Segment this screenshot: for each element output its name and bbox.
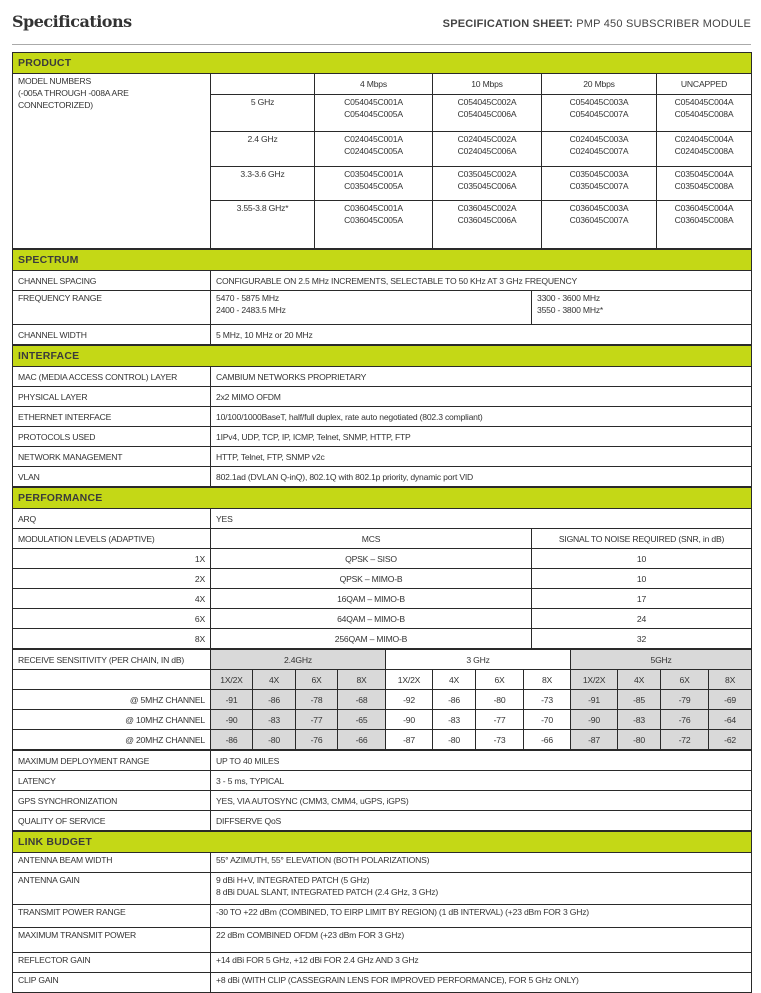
spec-label: ANTENNA GAIN (13, 873, 211, 905)
snr-value: 10 (532, 569, 752, 589)
model-number-cell (657, 95, 752, 132)
model-number-cell-line: C024045C003A (569, 134, 629, 144)
rx-level-header: 8X (338, 670, 386, 690)
model-number-cell-line: C024045C001A (344, 134, 403, 144)
mcs-header: MCS (211, 529, 532, 549)
spec-value (211, 953, 752, 973)
model-number-cell-line: C035045C002A (457, 169, 517, 179)
rx-value-cell: -73 (476, 730, 524, 750)
spec-value: 802.1ad (DVLAN Q-inQ), 802.1Q with 802.1p priority, dynamic port VID (211, 467, 752, 487)
speed-header: 10 Mbps (433, 74, 542, 95)
model-number-cell-line: C054045C004A (674, 97, 734, 107)
spec-row (13, 529, 752, 549)
rx-value-cell: -79 (661, 690, 709, 710)
model-number-cell-line: C035045C001A (344, 169, 403, 179)
rx-level-header: 1X/2X (571, 670, 618, 690)
snr-value: 24 (532, 609, 752, 629)
spec-value: CONFIGURABLE ON 2.5 MHz INCREMENTS, SELECTABLE TO 50 KHz AT 3 GHz FREQUENCY (211, 271, 752, 291)
rx-value-cell: -72 (661, 730, 709, 750)
section-header (13, 832, 752, 853)
spec-value: 5 MHz, 10 MHz or 20 MHz (211, 325, 752, 345)
spec-value-line: 9 dBi H+V, INTEGRATED PATCH (5 GHz) (216, 875, 370, 885)
section-header (13, 250, 752, 271)
rx-value-cell: -90 (211, 710, 253, 730)
page-header (0, 0, 761, 46)
modulation-level: 2X (13, 569, 211, 589)
spectrum-table (12, 249, 752, 345)
spec-row (13, 367, 752, 387)
spec-row (13, 771, 752, 791)
spec-value (211, 853, 752, 873)
mcs-value: QPSK – SISO (211, 549, 532, 569)
spec-value: 10/100/1000BaseT, half/full duplex, rate auto negotiated (802.3 compliant) (211, 407, 752, 427)
rx-value-cell: -91 (571, 690, 618, 710)
spec-label: MAXIMUM TRANSMIT POWER (13, 928, 211, 953)
spec-row (13, 447, 752, 467)
model-number-cell (433, 167, 542, 201)
spec-value-line: -30 TO +22 dBm (COMBINED, TO EIRP LIMIT BY REGION) (1 dB INTERVAL) (+23 dBm FOR 3 GHz) (216, 907, 589, 917)
model-number-cell (657, 167, 752, 201)
spec-row (13, 873, 752, 905)
spec-value: 3 - 5 ms, TYPICAL (211, 771, 752, 791)
model-number-cell-line: C024045C008A (674, 146, 734, 156)
rx-value-cell: -80 (433, 730, 476, 750)
model-number-cell-line: C035045C003A (569, 169, 629, 179)
spec-label: NETWORK MANAGEMENT (13, 447, 211, 467)
rx-level-header: 8X (524, 670, 571, 690)
modulation-row (13, 609, 752, 629)
rx-value-cell: -73 (524, 690, 571, 710)
sheet-product: PMP 450 SUBSCRIBER MODULE (576, 18, 751, 30)
spec-value-line: 5470 - 5875 MHz (216, 293, 279, 303)
spec-value: 1IPv4, UDP, TCP, IP, ICMP, Telnet, SNMP, HTTP, FTP (211, 427, 752, 447)
spec-label: CHANNEL SPACING (13, 271, 211, 291)
model-number-cell (433, 132, 542, 167)
spec-label: PROTOCOLS USED (13, 427, 211, 447)
rx-value-cell: -86 (211, 730, 253, 750)
spec-row (13, 905, 752, 928)
spec-label: ANTENNA BEAM WIDTH (13, 853, 211, 873)
spec-row (13, 751, 752, 771)
spec-value (211, 873, 752, 905)
performance-table (12, 487, 752, 649)
spec-label: CLIP GAIN (13, 973, 211, 993)
rx-value-cell: -83 (253, 710, 296, 730)
spec-value (211, 928, 752, 953)
spec-row (13, 387, 752, 407)
model-number-cell-line: C054045C008A (674, 109, 734, 119)
rx-value-row (13, 710, 752, 730)
rx-value-cell: -83 (433, 710, 476, 730)
spec-label: VLAN (13, 467, 211, 487)
spec-row (13, 427, 752, 447)
section-header (13, 346, 752, 367)
spec-row (13, 407, 752, 427)
rx-level-header: 6X (296, 670, 338, 690)
section-title-spectrum: SPECTRUM (13, 250, 752, 271)
rx-value-cell: -78 (296, 690, 338, 710)
rx-value-cell: -65 (338, 710, 386, 730)
band-label: 3.55-3.8 GHz* (211, 201, 315, 249)
spec-row (13, 953, 752, 973)
rx-band-header: 2.4GHz (211, 650, 386, 670)
rx-value-cell: -85 (618, 690, 661, 710)
rx-value-cell: -68 (338, 690, 386, 710)
spec-label: MAC (MEDIA ACCESS CONTROL) LAYER (13, 367, 211, 387)
section-title-interface: INTERFACE (13, 346, 752, 367)
speed-header: UNCAPPED (657, 74, 752, 95)
rx-level-empty (13, 670, 211, 690)
rx-value-cell: -70 (524, 710, 571, 730)
rx-value-cell: -90 (386, 710, 433, 730)
spec-value (532, 291, 752, 325)
model-number-cell (315, 167, 433, 201)
mcs-value: 64QAM – MIMO-B (211, 609, 532, 629)
modulation-level: 6X (13, 609, 211, 629)
rx-value-cell: -90 (571, 710, 618, 730)
rx-value-cell: -77 (296, 710, 338, 730)
model-number-cell-line: C036045C008A (674, 215, 734, 225)
model-number-cell (315, 95, 433, 132)
rx-value-cell: -83 (618, 710, 661, 730)
rx-channel-label: @ 5MHZ CHANNEL (13, 690, 211, 710)
rx-level-row (13, 670, 752, 690)
model-number-cell-line: C054045C003A (569, 97, 629, 107)
model-number-cell-line: C024045C006A (457, 146, 517, 156)
spec-value-line: 3550 - 3800 MHz* (537, 305, 604, 315)
snr-header: SIGNAL TO NOISE REQUIRED (SNR, in dB) (532, 529, 752, 549)
rx-level-header: 4X (433, 670, 476, 690)
spec-row (13, 325, 752, 345)
model-number-cell-line: C035045C008A (674, 181, 734, 191)
mcs-value: 256QAM – MIMO-B (211, 629, 532, 649)
rx-value-cell: -80 (618, 730, 661, 750)
model-number-cell-line: C054045C001A (344, 97, 403, 107)
rx-value-cell: -87 (386, 730, 433, 750)
model-number-cell-line: C024045C005A (344, 146, 403, 156)
mcs-value: 16QAM – MIMO-B (211, 589, 532, 609)
modulation-row (13, 589, 752, 609)
spec-row (13, 271, 752, 291)
model-numbers-label-line: MODEL NUMBERS (18, 76, 92, 86)
model-number-cell (433, 95, 542, 132)
spec-label: PHYSICAL LAYER (13, 387, 211, 407)
speed-header: 20 Mbps (542, 74, 657, 95)
rx-value-row (13, 730, 752, 750)
model-number-cell-line: C036045C003A (569, 203, 629, 213)
spec-value-line: +8 dBi (WITH CLIP (CASSEGRAIN LENS FOR IMPROVED PERFORMANCE), FOR 5 GHz ONLY) (216, 975, 579, 985)
page-title: Specifications (12, 12, 132, 31)
rx-band-header: 3 GHz (386, 650, 571, 670)
model-number-cell-line: C035045C005A (344, 181, 403, 191)
spec-value (211, 905, 752, 928)
model-number-cell-line: C054045C002A (457, 97, 517, 107)
interface-table (12, 345, 752, 487)
spec-row (13, 811, 752, 831)
spec-value: UP TO 40 MILES (211, 751, 752, 771)
product-table (12, 52, 752, 249)
model-number-cell-line: C036045C006A (457, 215, 517, 225)
model-number-cell (542, 201, 657, 249)
model-number-cell-line: C036045C004A (674, 203, 734, 213)
spec-row (13, 509, 752, 529)
spec-label: QUALITY OF SERVICE (13, 811, 211, 831)
snr-value: 32 (532, 629, 752, 649)
model-numbers-label-line: CONNECTORIZED) (18, 100, 93, 110)
band-label: 2.4 GHz (211, 132, 315, 167)
rx-channel-label: @ 20MHZ CHANNEL (13, 730, 211, 750)
section-header (13, 488, 752, 509)
model-number-cell (542, 95, 657, 132)
snr-value: 10 (532, 549, 752, 569)
spec-value: DIFFSERVE QoS (211, 811, 752, 831)
model-numbers-label (13, 74, 211, 249)
spec-label: ETHERNET INTERFACE (13, 407, 211, 427)
spec-value: 2x2 MIMO OFDM (211, 387, 752, 407)
spec-row (13, 973, 752, 993)
band-label: 5 GHz (211, 95, 315, 132)
rx-value-cell: -86 (253, 690, 296, 710)
spec-value-line: 8 dBi DUAL SLANT, INTEGRATED PATCH (2.4 GHz, 3 GHz) (216, 887, 439, 897)
rx-value-cell: -62 (709, 730, 752, 750)
rx-value-cell: -91 (211, 690, 253, 710)
rx-value-cell: -76 (296, 730, 338, 750)
section-header (13, 53, 752, 74)
model-number-cell-line: C035045C007A (569, 181, 629, 191)
rx-level-header: 4X (253, 670, 296, 690)
spec-label: CHANNEL WIDTH (13, 325, 211, 345)
link-budget-table (12, 831, 752, 993)
spec-row (13, 928, 752, 953)
mcs-value: QPSK – MIMO-B (211, 569, 532, 589)
rx-value-cell: -66 (524, 730, 571, 750)
rx-band-row (13, 650, 752, 670)
rx-band-header: 5GHz (571, 650, 752, 670)
spec-row (13, 467, 752, 487)
sheet-title (443, 18, 751, 30)
spec-value-line: 2400 - 2483.5 MHz (216, 305, 286, 315)
model-number-cell (542, 132, 657, 167)
rx-value-cell: -66 (338, 730, 386, 750)
modulation-row (13, 569, 752, 589)
rx-value-cell: -69 (709, 690, 752, 710)
model-number-cell-line: C035045C006A (457, 181, 517, 191)
section-title-product: PRODUCT (13, 53, 752, 74)
spec-value-line: +14 dBi FOR 5 GHz, +12 dBi FOR 2.4 GHz AND 3 GHz (216, 955, 419, 965)
speed-header: 4 Mbps (315, 74, 433, 95)
spec-value: HTTP, Telnet, FTP, SNMP v2c (211, 447, 752, 467)
rx-level-header: 6X (476, 670, 524, 690)
model-numbers-label-line: (-005A THROUGH -008A ARE (18, 88, 129, 98)
spec-label: GPS SYNCHRONIZATION (13, 791, 211, 811)
sheet-label: SPECIFICATION SHEET: (442, 18, 573, 30)
rx-level-header: 8X (709, 670, 752, 690)
model-number-cell (657, 132, 752, 167)
spec-row (13, 791, 752, 811)
rx-value-row (13, 690, 752, 710)
spec-label: LATENCY (13, 771, 211, 791)
spec-label: REFLECTOR GAIN (13, 953, 211, 973)
rx-level-header: 4X (618, 670, 661, 690)
model-number-cell (657, 201, 752, 249)
model-number-cell-line: C035045C004A (674, 169, 734, 179)
model-number-cell-line: C036045C002A (457, 203, 517, 213)
rx-value-cell: -80 (253, 730, 296, 750)
spec-value: YES, VIA AUTOSYNC (CMM3, CMM4, uGPS, iGPS) (211, 791, 752, 811)
model-number-cell-line: C054045C006A (457, 109, 517, 119)
model-number-cell-line: C054045C005A (344, 109, 403, 119)
model-number-cell-line: C054045C007A (569, 109, 629, 119)
spec-value-line: 55° AZIMUTH, 55° ELEVATION (BOTH POLARIZATIONS) (216, 855, 430, 865)
snr-value: 17 (532, 589, 752, 609)
rx-value-cell: -64 (709, 710, 752, 730)
model-number-cell-line: C036045C005A (344, 215, 403, 225)
spec-row (13, 291, 752, 325)
model-number-cell-line: C024045C002A (457, 134, 517, 144)
rx-level-header: 1X/2X (386, 670, 433, 690)
model-number-cell (315, 201, 433, 249)
rx-label: RECEIVE SENSITIVITY (PER CHAIN, IN dB) (13, 650, 211, 670)
rx-value-cell: -92 (386, 690, 433, 710)
section-title-link-budget: LINK BUDGET (13, 832, 752, 853)
rx-value-cell: -76 (661, 710, 709, 730)
spec-value: CAMBIUM NETWORKS PROPRIETARY (211, 367, 752, 387)
receive-sensitivity-table (12, 649, 752, 750)
rx-level-header: 1X/2X (211, 670, 253, 690)
modulation-row (13, 549, 752, 569)
spec-label: ARQ (13, 509, 211, 529)
modulation-level: 8X (13, 629, 211, 649)
band-label: 3.3-3.6 GHz (211, 167, 315, 201)
spec-row (13, 853, 752, 873)
spec-value (211, 291, 532, 325)
spec-value: YES (211, 509, 752, 529)
spec-label: FREQUENCY RANGE (13, 291, 211, 325)
rx-value-cell: -87 (571, 730, 618, 750)
spec-value (211, 973, 752, 993)
spec-label: MODULATION LEVELS (ADAPTIVE) (13, 529, 211, 549)
spec-value-line: 22 dBm COMBINED OFDM (+23 dBm FOR 3 GHz) (216, 930, 405, 940)
modulation-level: 1X (13, 549, 211, 569)
speed-header-row (13, 74, 752, 95)
model-number-cell-line: C024045C007A (569, 146, 629, 156)
rx-value-cell: -86 (433, 690, 476, 710)
model-number-cell-line: C024045C004A (674, 134, 734, 144)
rx-level-header: 6X (661, 670, 709, 690)
header-divider (12, 44, 751, 45)
model-number-cell-line: C036045C001A (344, 203, 403, 213)
rx-channel-label: @ 10MHZ CHANNEL (13, 710, 211, 730)
spec-label: MAXIMUM DEPLOYMENT RANGE (13, 751, 211, 771)
modulation-row (13, 629, 752, 649)
rx-value-cell: -77 (476, 710, 524, 730)
spec-label: TRANSMIT POWER RANGE (13, 905, 211, 928)
model-number-cell (542, 167, 657, 201)
modulation-level: 4X (13, 589, 211, 609)
model-number-cell-line: C036045C007A (569, 215, 629, 225)
band-header-empty (211, 74, 315, 95)
model-number-cell (315, 132, 433, 167)
model-number-cell (433, 201, 542, 249)
performance-more-table (12, 750, 752, 831)
rx-value-cell: -80 (476, 690, 524, 710)
section-title-performance: PERFORMANCE (13, 488, 752, 509)
spec-tables (12, 52, 751, 993)
spec-value-line: 3300 - 3600 MHz (537, 293, 600, 303)
